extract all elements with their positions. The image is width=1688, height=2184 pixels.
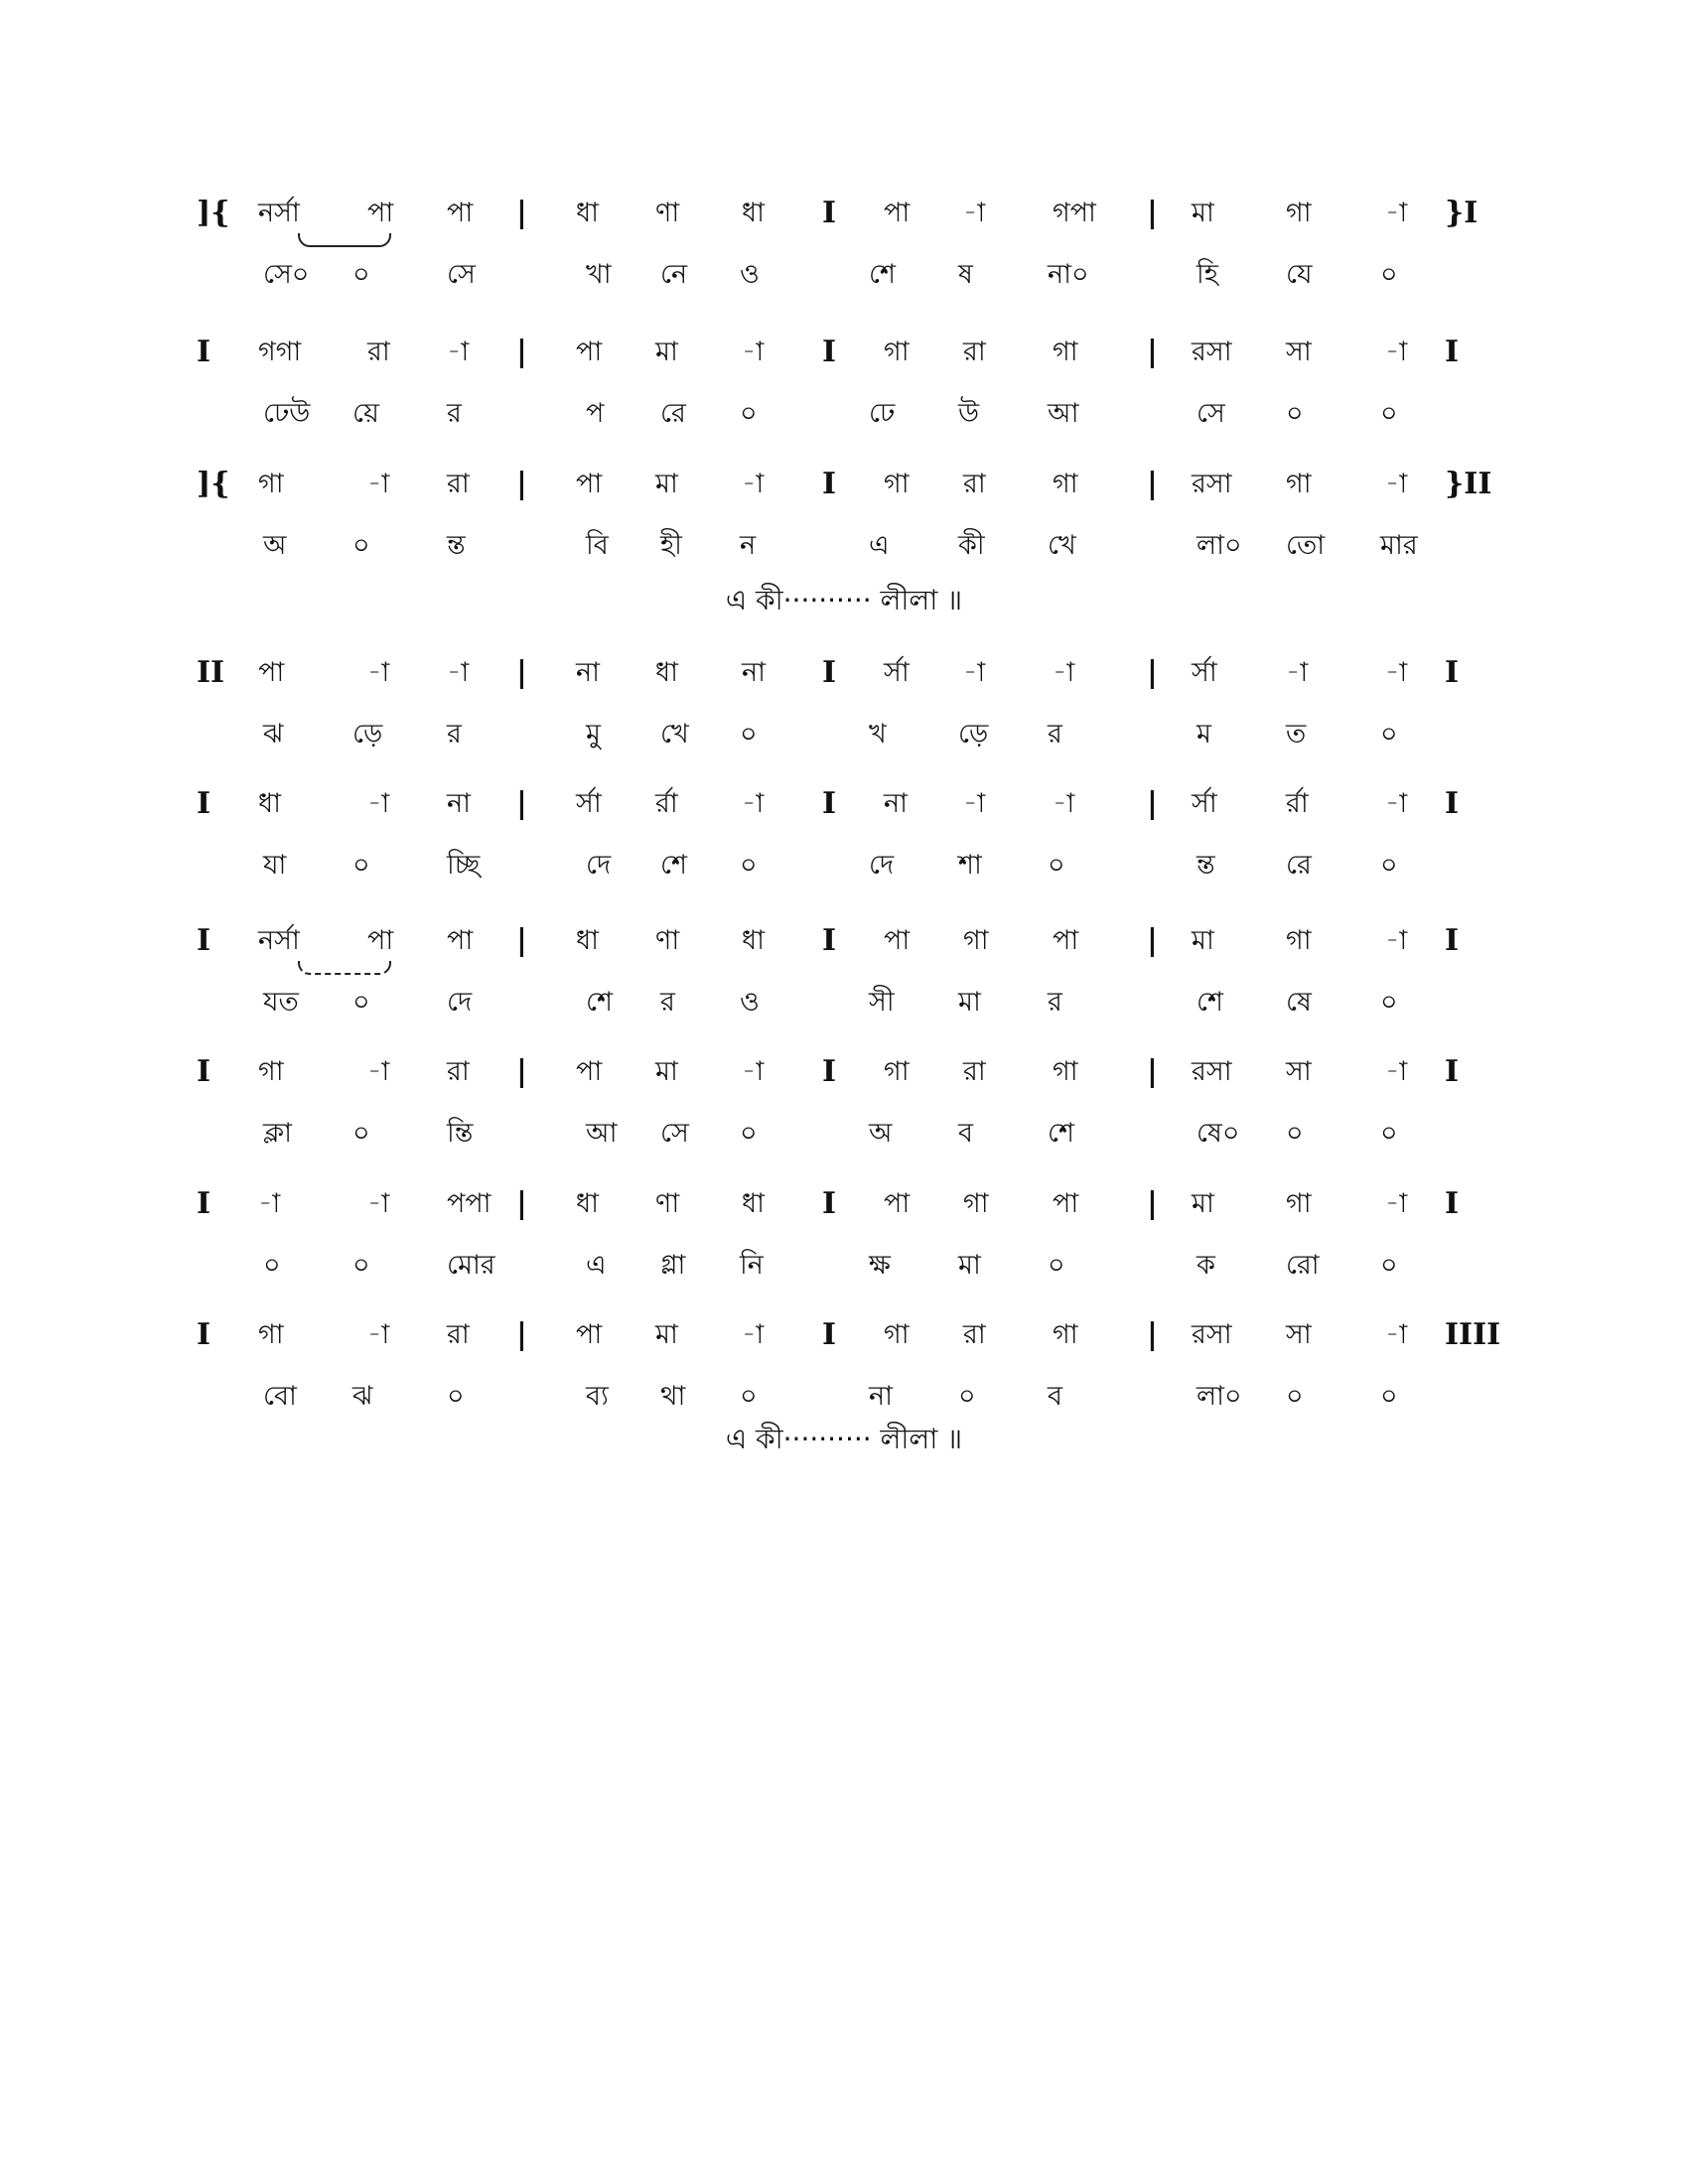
lyric-syllable: ষে [1286, 987, 1312, 1018]
lyric-syllable: ০ [1048, 1250, 1065, 1281]
lyric-syllable: অ [869, 1118, 893, 1149]
lyric-syllable: মু [586, 719, 601, 750]
lyric-syllable: যে [1286, 259, 1313, 290]
lyric-syllable: ক্ষ [869, 1250, 891, 1281]
swar-note: -া [963, 788, 986, 819]
lyric-syllable: ০ [352, 530, 370, 561]
lyric-syllable: না০ [1048, 259, 1089, 290]
lyric-syllable: মা [958, 987, 981, 1018]
swar-note: মা [655, 1056, 678, 1087]
lyric-syllable: ০ [740, 398, 758, 429]
swar-note: ণা [655, 1188, 680, 1219]
swar-note: না [742, 657, 766, 688]
swar-note: পা [576, 1319, 603, 1350]
lyric-syllable: ক্লা [263, 1118, 292, 1149]
bar-line: I [197, 1054, 211, 1089]
bar-line: | [1147, 1317, 1158, 1352]
swar-note: রসা [1192, 469, 1232, 499]
swar-note: গা [1053, 1319, 1078, 1350]
lyric-syllable: ঢে [869, 398, 896, 429]
lyric-syllable: লা০ [1196, 1381, 1242, 1412]
bar-line: | [1147, 655, 1158, 690]
swar-note: রা [963, 337, 986, 367]
swar-note: রসা [1192, 337, 1232, 367]
lyric-syllable: দে [869, 850, 895, 881]
bani-line [0, 846, 1688, 889]
swar-note: -া [367, 1056, 390, 1087]
swar-note: ধা [258, 788, 281, 819]
bani-line [0, 1114, 1688, 1158]
lyric-syllable: ০ [352, 259, 370, 290]
bar-line: I [197, 923, 211, 958]
bar-line: I [822, 467, 837, 501]
swar-note: র্সা [1192, 657, 1217, 688]
swar-note: গা [884, 337, 910, 367]
lyric-syllable: ঝ [263, 719, 284, 750]
bar-line: I [822, 923, 837, 958]
swar-line [0, 1315, 1688, 1359]
lyric-syllable: নে [660, 259, 688, 290]
swar-note: মা [1192, 1188, 1214, 1219]
swar-note: গা [1053, 1056, 1078, 1087]
bar-line: I [1445, 923, 1460, 958]
swar-note: ণা [655, 198, 680, 228]
swar-note: ধা [742, 198, 765, 228]
swar-note: গা [1053, 337, 1078, 367]
bar-line: I [822, 786, 837, 821]
swar-note: -া [742, 1056, 765, 1087]
bar-line: I [1445, 1186, 1460, 1221]
lyric-syllable: ব [958, 1118, 974, 1149]
lyric-syllable: উ [958, 398, 980, 429]
swar-note: রা [447, 1319, 470, 1350]
lyric-syllable: ন্তি [447, 1118, 474, 1149]
swar-note: সা [1286, 337, 1312, 367]
swar-note: -া [963, 198, 986, 228]
swar-line [0, 194, 1688, 237]
swar-note: গা [1286, 1188, 1312, 1219]
swar-note: পা [447, 198, 474, 228]
swar-note: রসা [1192, 1056, 1232, 1087]
swar-note: পা [367, 925, 394, 956]
bani-line [0, 1246, 1688, 1290]
bar-line: | [1147, 467, 1158, 501]
lyric-syllable: ব্য [586, 1381, 609, 1412]
lyric-syllable: ড়ে [958, 719, 989, 750]
lyric-syllable: ০ [352, 1250, 370, 1281]
lyric-syllable: রো [1286, 1250, 1320, 1281]
bar-line: | [516, 786, 527, 821]
bar-line: I [822, 655, 837, 690]
swar-note: রা [963, 1056, 986, 1087]
bar-line: I [197, 1317, 211, 1352]
bar-line: | [516, 1317, 527, 1352]
lyric-syllable: ০ [352, 1118, 370, 1149]
bar-line: I [1445, 335, 1460, 369]
lyric-syllable: ০ [1286, 1381, 1304, 1412]
swar-note: রা [367, 337, 390, 367]
swar-note: -া [1385, 198, 1408, 228]
bani-line [0, 1377, 1688, 1421]
swar-note: গা [884, 469, 910, 499]
lyric-syllable: যত [263, 987, 299, 1018]
bar-line: | [516, 196, 527, 230]
bani-line [0, 715, 1688, 758]
swar-note: পা [576, 469, 603, 499]
lyric-syllable: রে [1286, 850, 1312, 881]
bar-line: }I [1445, 196, 1478, 230]
bani-line [0, 394, 1688, 438]
swar-note: পা [884, 925, 911, 956]
swar-note: পা [258, 657, 285, 688]
swar-note: রা [447, 469, 470, 499]
swar-note: মা [1192, 925, 1214, 956]
swar-note: পা [576, 337, 603, 367]
lyric-syllable: য়ে [352, 398, 379, 429]
swar-note: -া [1385, 469, 1408, 499]
lyric-syllable: ব [1048, 1381, 1063, 1412]
bar-line: | [1147, 1054, 1158, 1089]
lyric-syllable: না [869, 1381, 893, 1412]
slur-mark [298, 961, 391, 975]
lyric-syllable: মার [1380, 530, 1418, 561]
lyric-syllable: ষে০ [1196, 1118, 1240, 1149]
swar-note: রা [963, 1319, 986, 1350]
bar-line: I [822, 196, 837, 230]
lyric-syllable: ০ [263, 1250, 281, 1281]
swar-note: না [884, 788, 908, 819]
swar-note: -া [447, 657, 470, 688]
lyric-syllable: নি [740, 1250, 764, 1281]
lyric-syllable: অ [263, 530, 287, 561]
swar-note: রা [447, 1056, 470, 1087]
swar-note: -া [1385, 1319, 1408, 1350]
lyric-syllable: বি [586, 530, 609, 561]
lyric-syllable: ০ [740, 1118, 758, 1149]
swar-note: গগা [258, 337, 302, 367]
lyric-syllable: তো [1286, 530, 1326, 561]
swar-line [0, 1184, 1688, 1228]
bar-line: | [516, 467, 527, 501]
lyric-syllable: এ [869, 530, 890, 561]
swar-note: গপা [1053, 198, 1096, 228]
swar-note: ধা [742, 1188, 765, 1219]
swar-note: সা [1286, 1319, 1312, 1350]
bar-line: | [516, 1186, 527, 1221]
lyric-syllable: শা [958, 850, 982, 881]
lyric-syllable: থা [660, 1381, 686, 1412]
swar-note: রা [963, 469, 986, 499]
swar-note: মা [655, 1319, 678, 1350]
bar-line: | [516, 655, 527, 690]
bar-line: I [197, 1186, 211, 1221]
swar-note: গা [1286, 198, 1312, 228]
lyric-syllable: রে [660, 398, 686, 429]
swar-line [0, 1052, 1688, 1096]
bar-line: I [822, 1186, 837, 1221]
swar-note: ণা [655, 925, 680, 956]
swar-note: র্রা [1286, 788, 1309, 819]
lyric-syllable: ০ [1380, 850, 1398, 881]
lyric-syllable: ০ [740, 850, 758, 881]
swar-note: -া [367, 1319, 390, 1350]
lyric-syllable: এ [586, 1250, 607, 1281]
swar-note: ধা [576, 198, 599, 228]
lyric-syllable: র [447, 398, 462, 429]
swar-note: গা [1286, 469, 1312, 499]
bani-line [0, 526, 1688, 570]
lyric-syllable: মোর [447, 1250, 495, 1281]
swar-note: -া [1385, 788, 1408, 819]
lyric-syllable: ০ [1380, 259, 1398, 290]
bar-line: I [197, 335, 211, 369]
swar-note: মা [655, 337, 678, 367]
bar-line: | [1147, 196, 1158, 230]
swar-note: মা [655, 469, 678, 499]
lyric-syllable: ০ [740, 719, 758, 750]
swar-note: ধা [742, 925, 765, 956]
swar-note: র্সা [1192, 788, 1217, 819]
lyric-syllable: আ [586, 1118, 618, 1149]
lyric-syllable: গ্লা [660, 1250, 686, 1281]
swar-note: -া [367, 469, 390, 499]
swar-note: গা [258, 1056, 284, 1087]
bar-line: ]{ [197, 196, 230, 230]
bar-line: I [1445, 1054, 1460, 1089]
bar-line: II [197, 655, 225, 690]
lyric-syllable: র [1048, 719, 1062, 750]
swar-note: পা [884, 198, 911, 228]
lyric-syllable: ০ [1380, 398, 1398, 429]
bar-line: I [1445, 655, 1460, 690]
swar-note: মা [1192, 198, 1214, 228]
lyric-syllable: ষ [958, 259, 973, 290]
bar-line: IIII [1445, 1317, 1501, 1352]
swar-note: না [576, 657, 600, 688]
lyric-syllable: ন্ত [447, 530, 466, 561]
swar-note: নর্সা [258, 925, 300, 956]
lyric-syllable: শে [660, 850, 687, 881]
swar-note: গা [1286, 925, 1312, 956]
swar-note: গা [884, 1319, 910, 1350]
lyric-syllable: র [447, 719, 462, 750]
swar-note: ধা [576, 925, 599, 956]
lyric-syllable: ন্ত [1196, 850, 1215, 881]
swar-note: -া [1385, 337, 1408, 367]
bar-line: | [1147, 786, 1158, 821]
bar-line: | [1147, 923, 1158, 958]
swar-note: রসা [1192, 1319, 1232, 1350]
swar-line [0, 784, 1688, 828]
lyric-syllable: খে [1048, 530, 1076, 561]
swar-note: -া [1385, 1188, 1408, 1219]
lyric-syllable: ০ [447, 1381, 465, 1412]
bar-line: | [1147, 335, 1158, 369]
lyric-syllable: খা [586, 259, 612, 290]
swar-note: র্সা [884, 657, 910, 688]
swar-line [0, 653, 1688, 697]
bar-line: | [516, 335, 527, 369]
lyric-syllable: সে [660, 1118, 689, 1149]
bani-line [0, 983, 1688, 1026]
lyric-syllable: লা০ [1196, 530, 1242, 561]
lyric-syllable: চ্ছি [447, 850, 481, 881]
bar-line: I [822, 1317, 837, 1352]
swar-note: ধা [655, 657, 678, 688]
swar-note: না [447, 788, 471, 819]
swar-note: পপা [447, 1188, 492, 1219]
lyric-syllable: র [660, 987, 675, 1018]
lyric-syllable: ০ [352, 987, 370, 1018]
lyric-syllable: সী [869, 987, 895, 1018]
bar-line: I [1445, 786, 1460, 821]
lyric-syllable: আ [1048, 398, 1079, 429]
swar-note: -া [742, 1319, 765, 1350]
bar-line: I [197, 786, 211, 821]
swar-note: -া [963, 657, 986, 688]
swar-note: গা [963, 925, 989, 956]
swar-note: -া [742, 337, 765, 367]
lyric-syllable: ০ [958, 1381, 976, 1412]
lyric-syllable: ০ [1380, 1118, 1398, 1149]
bar-line: ]{ [197, 467, 230, 501]
lyric-syllable: ড়ে [352, 719, 383, 750]
swar-note: পা [576, 1056, 603, 1087]
bar-line: | [1147, 1186, 1158, 1221]
lyric-syllable: ঝ [352, 1381, 373, 1412]
lyric-syllable: মা [958, 1250, 981, 1281]
swar-note: -া [1385, 657, 1408, 688]
bani-line [0, 255, 1688, 299]
lyric-syllable: শে [586, 987, 613, 1018]
swar-note: -া [1385, 925, 1408, 956]
swar-note: ধা [576, 1188, 599, 1219]
lyric-syllable: ও [740, 987, 760, 1018]
bar-line: | [516, 923, 527, 958]
swar-note: -া [742, 788, 765, 819]
lyric-syllable: হি [1196, 259, 1218, 290]
lyric-syllable: শে [869, 259, 896, 290]
swar-note: -া [1053, 788, 1075, 819]
lyric-syllable: যা [263, 850, 287, 881]
lyric-syllable: ০ [1380, 1381, 1398, 1412]
swar-note: -া [742, 469, 765, 499]
lyric-syllable: ন [740, 530, 757, 561]
slur-mark [298, 233, 391, 247]
lyric-syllable: ০ [1380, 987, 1398, 1018]
lyric-syllable: শে [1196, 987, 1223, 1018]
swar-line [0, 465, 1688, 508]
swar-note: পা [884, 1188, 911, 1219]
lyric-syllable: ০ [1048, 850, 1065, 881]
lyric-syllable: ০ [1286, 1118, 1304, 1149]
lyric-syllable: ০ [1380, 719, 1398, 750]
swar-note: -া [447, 337, 470, 367]
lyric-syllable: প [586, 398, 605, 429]
swar-line [0, 921, 1688, 965]
swar-note: গা [884, 1056, 910, 1087]
lyric-syllable: ঢেউ [263, 398, 311, 429]
swar-note: পা [1053, 1188, 1079, 1219]
swar-note: -া [1385, 1056, 1408, 1087]
lyric-syllable: ০ [1380, 1250, 1398, 1281]
swar-note: পা [1053, 925, 1079, 956]
refrain-line: এ কী·········· লীলা ॥ [725, 584, 963, 616]
lyric-syllable: বো [263, 1381, 297, 1412]
swar-note: পা [367, 198, 394, 228]
swar-note: গা [1053, 469, 1078, 499]
lyric-syllable: ক [1196, 1250, 1215, 1281]
bar-line: I [822, 1054, 837, 1089]
swar-note: নর্সা [258, 198, 300, 228]
lyric-syllable: র [1048, 987, 1062, 1018]
lyric-syllable: ও [740, 259, 760, 290]
lyric-syllable: খে [660, 719, 689, 750]
lyric-syllable: কী [958, 530, 985, 561]
lyric-syllable: দে [586, 850, 612, 881]
swar-note: গা [258, 1319, 284, 1350]
lyric-syllable: শে [1048, 1118, 1074, 1149]
swar-note: গা [963, 1188, 989, 1219]
swar-note: -া [1286, 657, 1309, 688]
lyric-syllable: ০ [740, 1381, 758, 1412]
bar-line: }II [1445, 467, 1492, 501]
swar-note: -া [1053, 657, 1075, 688]
lyric-syllable: সে০ [263, 259, 310, 290]
swar-note: -া [367, 657, 390, 688]
swar-note: -া [367, 788, 390, 819]
bar-line: | [516, 1054, 527, 1089]
swar-note: -া [258, 1188, 281, 1219]
lyric-syllable: সে [447, 259, 476, 290]
swar-note: র্সা [576, 788, 602, 819]
swar-note: -া [367, 1188, 390, 1219]
lyric-syllable: দে [447, 987, 473, 1018]
swar-note: পা [447, 925, 474, 956]
bar-line: I [822, 335, 837, 369]
lyric-syllable: হী [660, 530, 682, 561]
lyric-syllable: সে [1196, 398, 1225, 429]
lyric-syllable: ম [1196, 719, 1211, 750]
lyric-syllable: ত [1286, 719, 1307, 750]
lyric-syllable: ০ [352, 850, 370, 881]
swar-line [0, 333, 1688, 376]
lyric-syllable: খ [869, 719, 887, 750]
refrain-line: এ কী·········· লীলা ॥ [725, 1423, 963, 1455]
swar-note: সা [1286, 1056, 1312, 1087]
lyric-syllable: ০ [1286, 398, 1304, 429]
swar-note: র্রা [655, 788, 678, 819]
swar-note: গা [258, 469, 284, 499]
